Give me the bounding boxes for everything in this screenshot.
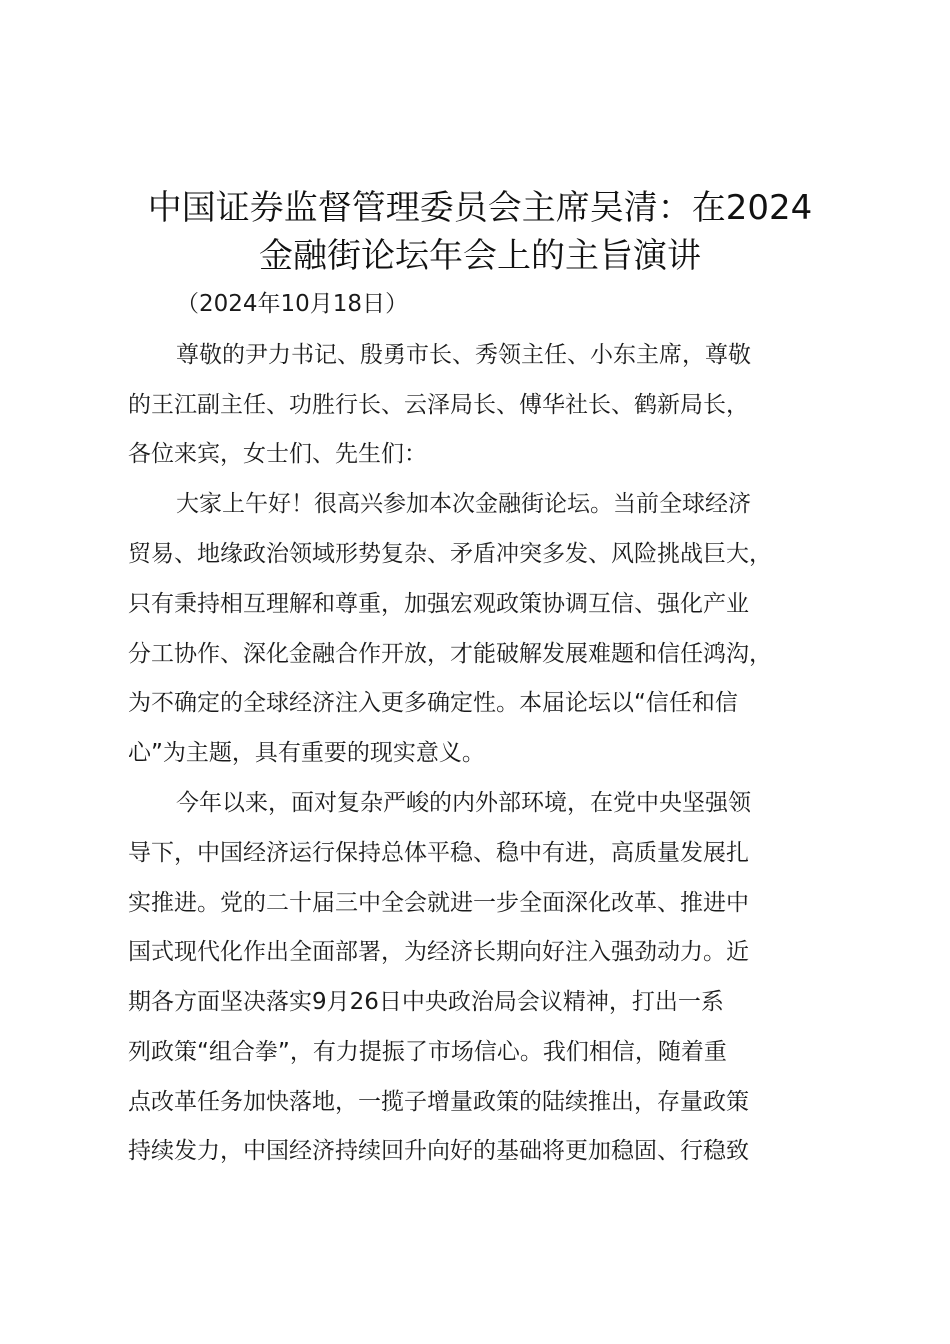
- document-date: （2024年10月18日）: [176, 291, 409, 317]
- paragraph-3-line-2: 导下，中国经济运行保持总体平稳、稳中有进，高质量发展扎: [128, 840, 749, 866]
- paragraph-2-line-1: 大家上午好！很高兴参加本次金融街论坛。当前全球经济: [176, 491, 751, 517]
- paragraph-3-line-7: 点改革任务加快落地，一揽子增量政策的陆续推出，存量政策: [128, 1089, 749, 1115]
- paragraph-1-line-2: 的王江副主任、功胜行长、云泽局长、傅华社长、鹤新局长，: [128, 392, 749, 418]
- paragraph-1-line-3: 各位来宾，女士们、先生们：: [128, 441, 427, 467]
- paragraph-3-line-1: 今年以来，面对复杂严峻的内外部环境，在党中央坚强领: [176, 790, 751, 816]
- paragraph-2-line-5: 为不确定的全球经济注入更多确定性。本届论坛以“信任和信: [128, 690, 738, 716]
- paragraph-3-line-3: 实推进。党的二十届三中全会就进一步全面深化改革、推进中: [128, 890, 749, 916]
- paragraph-2-line-6: 心”为主题，具有重要的现实意义。: [128, 740, 485, 766]
- paragraph-3-line-5: 期各方面坚决落实9月26日中央政治局会议精神，打出一系: [128, 989, 724, 1015]
- paragraph-1-line-1: 尊敬的尹力书记、殷勇市长、秀领主任、小东主席，尊敬: [176, 342, 751, 368]
- paragraph-2-line-3: 只有秉持相互理解和尊重，加强宏观政策协调互信、强化产业: [128, 591, 749, 617]
- document-title-line-1: 中国证券监督管理委员会主席吴清：在2024: [147, 188, 813, 228]
- paragraph-3-line-4: 国式现代化作出全面部署，为经济长期向好注入强劲动力。近: [128, 939, 749, 965]
- paragraph-3-line-6: 列政策“组合拳”，有力提振了市场信心。我们相信，随着重: [128, 1039, 727, 1065]
- paragraph-2-line-4: 分工协作、深化金融合作开放，才能破解发展难题和信任鸿沟，: [128, 641, 772, 667]
- paragraph-2-line-2: 贸易、地缘政治领域形势复杂、矛盾冲突多发、风险挑战巨大，: [128, 541, 772, 567]
- paragraph-3-line-8: 持续发力，中国经济持续回升向好的基础将更加稳固、行稳致: [128, 1138, 749, 1164]
- document-title-line-2: 金融街论坛年会上的主旨演讲: [259, 236, 701, 276]
